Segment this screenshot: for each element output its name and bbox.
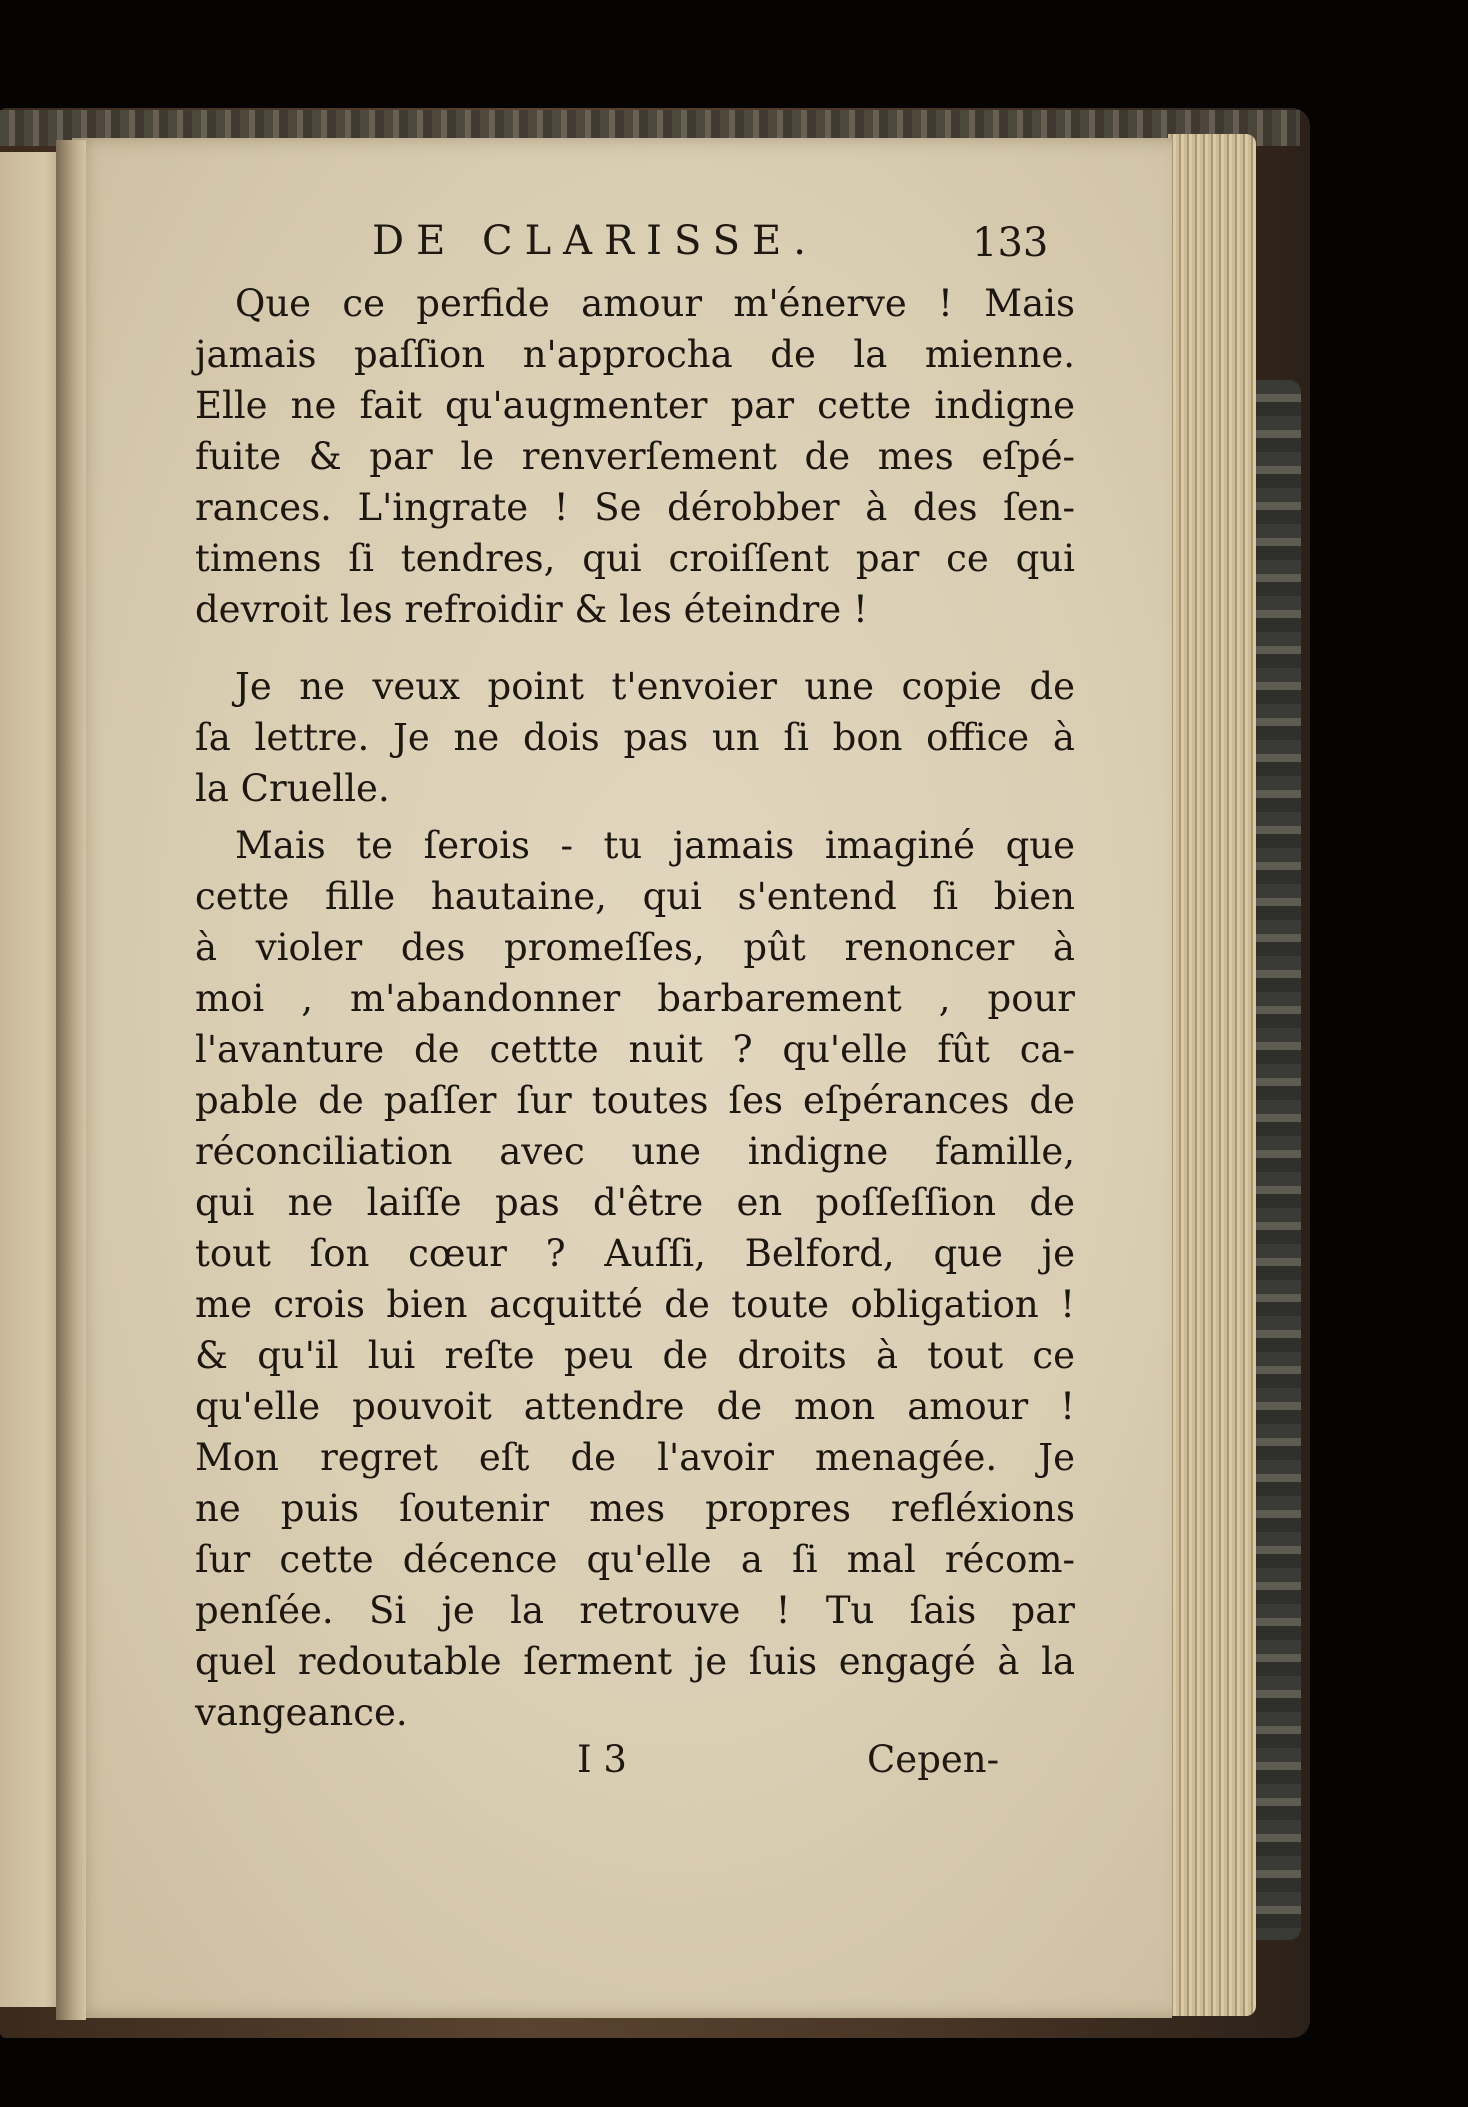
text-line: vangeance.	[195, 1691, 408, 1734]
text-line: tout ſon cœur ? Auſſi, Belford, que je	[195, 1232, 1075, 1275]
text-line: ne puis ſoutenir mes propres refléxions	[195, 1487, 1075, 1530]
text-line: me crois bien acquitté de toute obligation !	[195, 1283, 1075, 1326]
text-line: ſur cette décence qu'elle a ſi mal récom-	[195, 1538, 1075, 1581]
text-line: rances. L'ingrate ! Se dérobber à des ſen-	[195, 486, 1075, 529]
page-fore-edge	[1168, 134, 1256, 2016]
running-head-title: DE CLARISSE.	[372, 218, 818, 264]
text-line: Elle ne fait qu'augmenter par cette indigne	[195, 384, 1075, 427]
text-line: quel redoutable ſerment je ſuis engagé à la	[195, 1640, 1075, 1683]
text-line: pable de paſſer ſur toutes ſes eſpérances de	[195, 1079, 1075, 1122]
text-line: jamais paſſion n'approcha de la mienne.	[195, 333, 1075, 376]
text-line: réconciliation avec une indigne famille,	[195, 1130, 1075, 1173]
page-footer	[72, 1738, 1172, 1798]
text-line: qu'elle pouvoit attendre de mon amour !	[195, 1385, 1075, 1428]
text-line: ſa lettre. Je ne dois pas un ſi bon office à	[195, 716, 1075, 759]
text-line: Mon regret eſt de l'avoir menagée. Je	[195, 1436, 1075, 1479]
text-line: cette fille hautaine, qui s'entend ſi bien	[195, 875, 1075, 918]
paragraph-gap	[195, 635, 1075, 661]
text-line: l'avanture de cettte nuit ? qu'elle fût ca-	[195, 1028, 1075, 1071]
left-page-fragment	[0, 152, 64, 2007]
body-text	[195, 278, 1075, 1878]
text-line: Que ce perfide amour m'énerve ! Mais	[235, 282, 1075, 325]
text-line: moi , m'abandonner barbarement , pour	[195, 977, 1075, 1020]
book-gutter	[56, 140, 86, 2020]
text-line: fuite & par le renverſement de mes eſpé-	[195, 435, 1075, 478]
cover-fore-edge	[1255, 380, 1301, 1940]
text-line: à violer des promeſſes, pût renoncer à	[195, 926, 1075, 969]
recto-page	[72, 138, 1172, 2018]
catchword: Cepen-	[867, 1738, 1000, 1781]
text-line: penſée. Si je la retrouve ! Tu ſais par	[195, 1589, 1075, 1632]
text-line: Mais te ſerois - tu jamais imaginé que	[235, 824, 1075, 867]
text-line: qui ne laiſſe pas d'être en poſſeſſion de	[195, 1181, 1075, 1224]
page-number: 133	[972, 220, 1049, 266]
signature-mark: I 3	[577, 1738, 627, 1781]
text-line: devroit les refroidir & les éteindre !	[195, 588, 868, 631]
text-line: & qu'il lui reſte peu de droits à tout ce	[195, 1334, 1075, 1377]
text-line: Je ne veux point t'envoier une copie de	[235, 665, 1075, 708]
text-line: timens ſi tendres, qui croiſſent par ce qui	[195, 537, 1075, 580]
text-line: la Cruelle.	[195, 767, 390, 810]
